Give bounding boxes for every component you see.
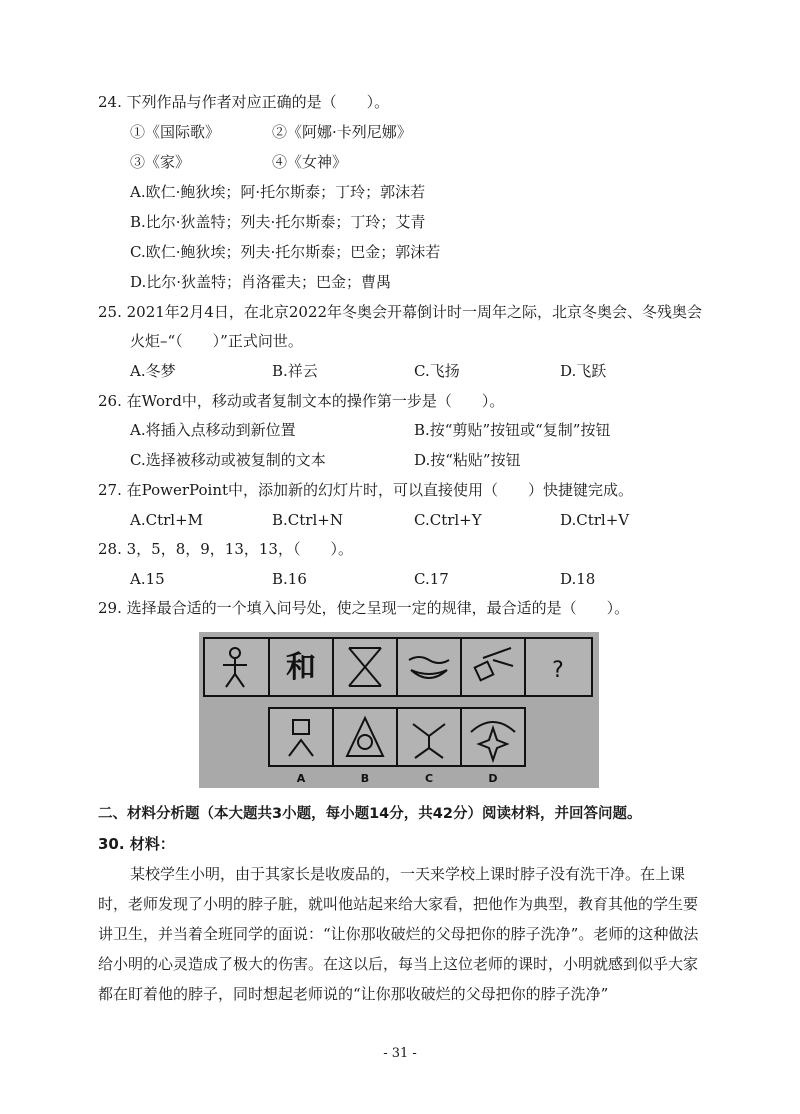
q29-stem: 29. 选择最合适的一个填入问号处，使之呈现一定的规律，最合适的是（ ）。 [98, 599, 630, 617]
q27-option-d: D.Ctrl+V [560, 511, 630, 529]
q24-option-a: A.欧仁·鲍狄埃；阿·托尔斯泰；丁玲；郭沫若 [130, 183, 426, 201]
q25-option-c: C.飞扬 [414, 362, 460, 380]
q25-stem-line2: 火炬–“（ ）”正式问世。 [130, 332, 303, 350]
q26-stem: 26. 在Word中，移动或者复制文本的操作第一步是（ ）。 [98, 392, 505, 410]
q27-option-c: C.Ctrl+Y [414, 511, 482, 529]
q24-stem: 24. 下列作品与作者对应正确的是（ ）。 [98, 93, 390, 111]
q27-option-a: A.Ctrl+M [130, 511, 204, 529]
answer-label-c: C [424, 772, 434, 785]
q24-option-d: D.比尔·狄盖特；肖洛霍夫；巴金；曹禺 [130, 273, 392, 291]
q26-option-b: B.按“剪贴”按钮或“复制”按钮 [414, 421, 611, 439]
q28-option-d: D.18 [560, 570, 596, 588]
character-he: 和 [286, 650, 316, 685]
q30-paragraph: 某校学生小明，由于其家长是收废品的，一天来学校上课时脖子没有洗干净。在上课时，老师发现了小明的脖子脏，就叫他站起来给大家看，把他作为典型，教育其他的学生要讲卫生，并当着全班同学的面说：“让你那收破烂的父母把你的脖子洗净”。老师的这种做法给小明的心灵造成了极大的伤害。在这以后，每当上这位老师的课时，小明就感到似乎大家都在盯着他的脖子，同时想起老师说的“让你那收破烂的父母把你的脖子洗净” [98, 865, 699, 1003]
q28-option-b: B.16 [272, 570, 307, 588]
pattern-puzzle-figure [199, 632, 599, 788]
answer-label-b: B [360, 772, 370, 785]
q26-option-d: D.按“粘贴”按钮 [414, 451, 521, 469]
q24-work-2: ②《阿娜·卡列尼娜》 [272, 123, 412, 141]
answer-label-a: A [296, 772, 306, 785]
q25-stem-line1: 25. 2021年2月4日，在北京2022年冬奥会开幕倒计时一周年之际，北京冬奥会、冬残奥会 [98, 303, 703, 321]
q24-option-b: B.比尔·狄盖特；列夫·托尔斯泰；丁玲；艾青 [130, 213, 426, 231]
q25-option-a: A.冬梦 [130, 362, 176, 380]
q28-stem: 28. 3，5，8，9，13，13，（ ）。 [98, 540, 353, 558]
q27-stem: 27. 在PowerPoint中，添加新的幻灯片时，可以直接使用（ ）快捷键完成。 [98, 481, 634, 499]
q24-work-3: ③《家》 [130, 153, 191, 171]
q28-option-a: A.15 [130, 570, 165, 588]
q25-option-b: B.祥云 [272, 362, 318, 380]
q30-label: 30. 材料： [98, 835, 175, 853]
q24-work-4: ④《女神》 [272, 153, 348, 171]
page-number: - 31 - [383, 1046, 417, 1061]
q24-option-c: C.欧仁·鲍狄埃；列夫·托尔斯泰；巴金；郭沫若 [130, 243, 441, 261]
q28-option-c: C.17 [414, 570, 449, 588]
puzzle-svg [199, 632, 599, 788]
section-heading: 二、材料分析题（本大题共3小题，每小题14分，共42分）阅读材料，并回答问题。 [98, 806, 642, 822]
q24-work-1: ①《国际歌》 [130, 123, 221, 141]
answer-label-d: D [488, 772, 498, 785]
q27-option-b: B.Ctrl+N [272, 511, 343, 529]
q25-option-d: D.飞跃 [560, 362, 607, 380]
q26-option-c: C.选择被移动或被复制的文本 [130, 451, 326, 469]
q26-option-a: A.将插入点移动到新位置 [130, 421, 296, 439]
question-mark: ? [552, 658, 564, 683]
